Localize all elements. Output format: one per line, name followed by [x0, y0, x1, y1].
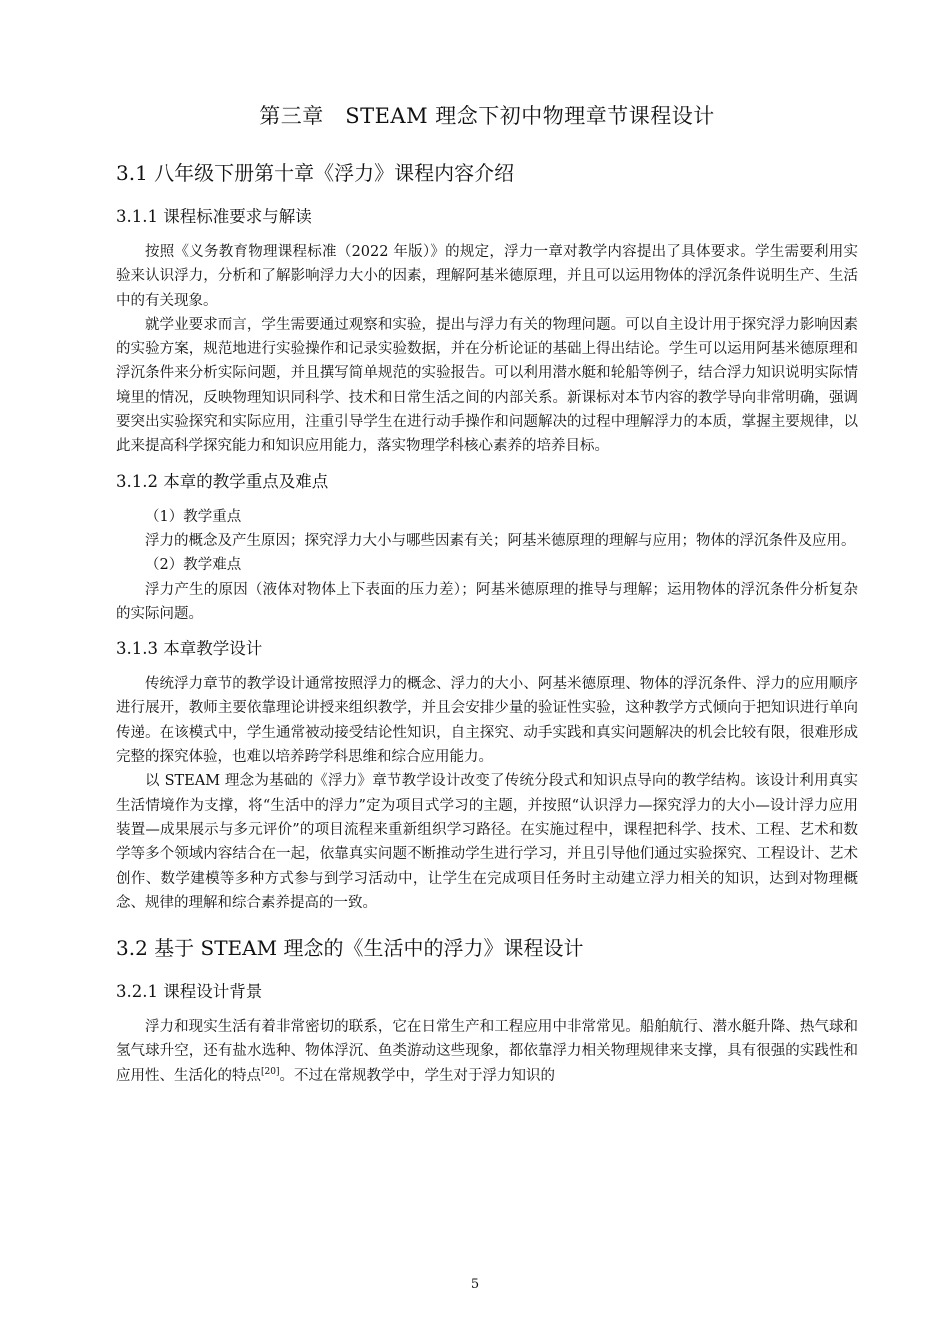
subsection-title: 3.1.1 课程标准要求与解读: [116, 207, 312, 226]
subsection-title: 3.2.1 课程设计背景: [116, 982, 263, 1002]
page-content: [116, 100, 858, 1088]
page-number: 5: [470, 1277, 480, 1292]
chapter-title: 第三章 STEAM 理念下初中物理章节课程设计: [259, 104, 715, 128]
body-paragraph: 浮力的概念及产生原因；探究浮力大小与哪些因素有关；阿基米德原理的理解与应用；物体的浮沉条件及应用。: [145, 532, 856, 549]
body-paragraph: 按照《义务教育物理课程标准（2022 年版）》的规定，浮力一章对教学内容提出了具体要求。学生需要利用实验来认识浮力，分析和了解影响浮力大小的因素，理解阿基米德原理，并且可以运用物体的浮沉条件说明生产、生活中的有关现象。: [116, 244, 858, 309]
section-title: 3.2 基于 STEAM 理念的《生活中的浮力》课程设计: [116, 936, 584, 961]
subsection-title: 3.1.3 本章教学设计: [116, 639, 263, 659]
subsection-title: 3.1.2 本章的教学重点及难点: [116, 471, 329, 491]
citation-marker: [20]: [261, 1066, 280, 1077]
list-heading: （2）教学难点: [145, 557, 242, 574]
paragraph-text: 。不过在常规教学中，学生对于浮力知识的: [279, 1067, 555, 1084]
list-heading: （1）教学重点: [145, 508, 242, 525]
body-paragraph: 就学业要求而言，学生需要通过观察和实验，提出与浮力有关的物理问题。可以自主设计用于探究浮力影响因素的实验方案，规范地进行实验操作和记录实验数据，并在分析论证的基础上得出结论。学生可以运用阿基米德原理和浮沉条件来分析实际问题，并且撰写简单规范的实验报告。可以利用潜水艇和轮船等例子，结合浮力知识说明实际情境里的情况，反映物理知识同科学、技术和日常生活之间的内部关系。新课标对本节内容的教学导向非常明确，强调要突出实验探究和实际应用，注重引导学生在进行动手操作和问题解决的过程中理解浮力的本质，掌握主要规律，以此来提高科学探究能力和知识应用能力，落实物理学科核心素养的培养目标。: [116, 316, 858, 455]
body-paragraph: 浮力产生的原因（液体对物体上下表面的压力差）；阿基米德原理的推导与理解；运用物体的浮沉条件分析复杂的实际问题。: [116, 581, 858, 622]
body-paragraph: 以 STEAM 理念为基础的《浮力》章节教学设计改变了传统分段式和知识点导向的教学结构。该设计利用真实生活情境作为支撑，将“生活中的浮力”定为项目式学习的主题，并按照“认识浮力—探究浮力的大小—设计浮力应用装置—成果展示与多元评价”的项目流程来重新组织学习路径。在实施过程中，课程把科学、技术、工程、艺术和数学等多个领域内容结合在一起，依靠真实问题不断推动学生进行学习，并且引导他们通过实验探究、工程设计、艺术创作、数学建模等多种方式参与到学习活动中，让学生在完成项目任务时主动建立浮力相关的知识，达到对物理概念、规律的理解和综合素养提高的一致。: [116, 773, 858, 911]
section-title: 3.1 八年级下册第十章《浮力》课程内容介绍: [116, 161, 515, 185]
body-paragraph: [116, 1015, 858, 1088]
body-paragraph: 传统浮力章节的教学设计通常按照浮力的概念、浮力的大小、阿基米德原理、物体的浮沉条件、浮力的应用顺序进行展开，教师主要依靠理论讲授来组织教学，并且会安排少量的验证性实验，这种教学方式倾向于把知识进行单向传递。在该模式中，学生通常被动接受结论性知识，自主探究、动手实践和真实问题解决的机会比较有限，很难形成完整的探究体验，也难以培养跨学科思维和综合应用能力。: [116, 676, 858, 766]
paragraph-text: 浮力和现实生活有着非常密切的联系，它在日常生产和工程应用中非常常见。船舶航行、潜水艇升降、热气球和氢气球升空，还有盐水选种、物体浮沉、鱼类游动这些现象，都依靠浮力相关物理规律来支撑，具有很强的实践性和应用性、生活化的特点: [116, 1019, 858, 1084]
